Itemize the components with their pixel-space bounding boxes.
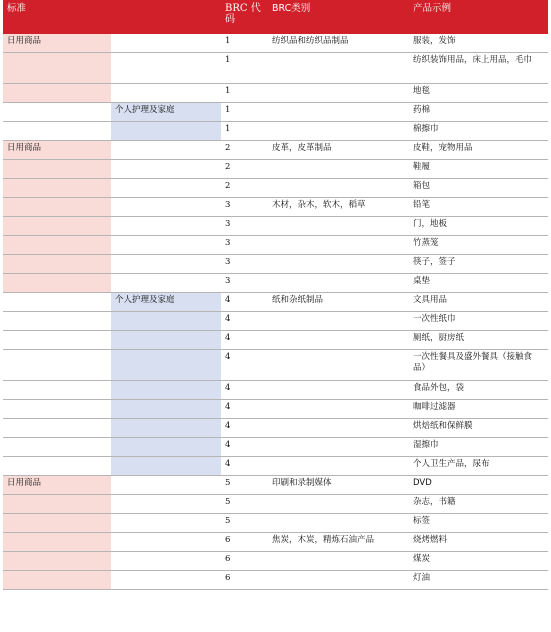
standard-cell xyxy=(3,84,111,103)
standard-cell xyxy=(3,457,111,476)
table-row xyxy=(3,84,548,103)
subcategory-cell xyxy=(111,476,221,495)
table-body xyxy=(3,34,548,590)
table-row xyxy=(3,514,548,533)
standard-cell xyxy=(3,217,111,236)
standard-cell xyxy=(3,331,111,350)
standard-cell: 日用商品 xyxy=(3,141,111,160)
brc-code-cell: 3 xyxy=(221,236,268,255)
brc-category-table xyxy=(3,0,548,590)
brc-code-cell: 6 xyxy=(221,533,268,552)
product-example-cell: 鞋履 xyxy=(409,160,548,179)
standard-cell xyxy=(3,198,111,217)
product-example-cell: 门，地板 xyxy=(409,217,548,236)
header-brc-code: BRC 代码 xyxy=(221,0,268,34)
brc-code-cell: 4 xyxy=(221,419,268,438)
header-row xyxy=(3,0,548,34)
subcategory-cell xyxy=(111,179,221,198)
table-row xyxy=(3,122,548,141)
standard-cell xyxy=(3,122,111,141)
product-example-cell: 服装，发饰 xyxy=(409,34,548,53)
product-example-cell: 一次性餐具及盛外餐具（接触食品） xyxy=(409,350,548,381)
brc-category-cell xyxy=(268,419,409,438)
brc-category-cell xyxy=(268,84,409,103)
subcategory-cell xyxy=(111,312,221,331)
brc-code-cell: 4 xyxy=(221,457,268,476)
product-example-cell: 煤炭 xyxy=(409,552,548,571)
brc-code-cell: 5 xyxy=(221,495,268,514)
product-example-cell: 文具用品 xyxy=(409,293,548,312)
product-example-cell: 皮鞋，宠物用品 xyxy=(409,141,548,160)
table-row xyxy=(3,160,548,179)
standard-cell xyxy=(3,419,111,438)
brc-code-cell: 2 xyxy=(221,160,268,179)
standard-cell xyxy=(3,400,111,419)
subcategory-cell xyxy=(111,122,221,141)
standard-cell xyxy=(3,160,111,179)
product-example-cell: 竹蒸笼 xyxy=(409,236,548,255)
standard-cell xyxy=(3,255,111,274)
product-example-cell: 筷子，签子 xyxy=(409,255,548,274)
brc-code-cell: 4 xyxy=(221,350,268,381)
table-row xyxy=(3,552,548,571)
standard-cell xyxy=(3,179,111,198)
brc-code-cell: 4 xyxy=(221,438,268,457)
subcategory-cell xyxy=(111,438,221,457)
product-example-cell: 咖啡过滤器 xyxy=(409,400,548,419)
table-row xyxy=(3,350,548,381)
brc-category-cell xyxy=(268,495,409,514)
product-example-cell: 灯油 xyxy=(409,571,548,590)
brc-category-cell: 焦炭，木炭，精炼石油产品 xyxy=(268,533,409,552)
header-product-example: 产品示例 xyxy=(409,0,548,34)
table-row xyxy=(3,400,548,419)
subcategory-cell xyxy=(111,552,221,571)
subcategory-cell: 个人护理及家庭 xyxy=(111,293,221,312)
subcategory-cell xyxy=(111,274,221,293)
table-row xyxy=(3,255,548,274)
standard-cell xyxy=(3,533,111,552)
product-example-cell: 杂志，书籍 xyxy=(409,495,548,514)
standard-cell xyxy=(3,103,111,122)
table-row xyxy=(3,274,548,293)
product-example-cell: 地毯 xyxy=(409,84,548,103)
table-row xyxy=(3,381,548,400)
brc-code-cell: 1 xyxy=(221,84,268,103)
brc-category-cell xyxy=(268,274,409,293)
brc-category-cell xyxy=(268,552,409,571)
table-row xyxy=(3,34,548,53)
brc-category-cell xyxy=(268,255,409,274)
product-example-cell: 纺织装饰用品，床上用品，毛巾 xyxy=(409,53,548,84)
subcategory-cell xyxy=(111,141,221,160)
brc-category-cell xyxy=(268,350,409,381)
brc-category-cell xyxy=(268,160,409,179)
subcategory-cell xyxy=(111,350,221,381)
table-row xyxy=(3,179,548,198)
brc-category-cell xyxy=(268,457,409,476)
standard-cell xyxy=(3,312,111,331)
brc-category-cell xyxy=(268,400,409,419)
brc-code-cell: 4 xyxy=(221,331,268,350)
brc-category-cell xyxy=(268,179,409,198)
subcategory-cell xyxy=(111,217,221,236)
standard-cell xyxy=(3,438,111,457)
product-example-cell: 桌垫 xyxy=(409,274,548,293)
brc-category-cell: 皮革，皮革制品 xyxy=(268,141,409,160)
subcategory-cell: 个人护理及家庭 xyxy=(111,103,221,122)
subcategory-cell xyxy=(111,514,221,533)
table-row xyxy=(3,438,548,457)
standard-cell xyxy=(3,381,111,400)
standard-cell xyxy=(3,571,111,590)
standard-cell: 日用商品 xyxy=(3,34,111,53)
subcategory-cell xyxy=(111,457,221,476)
brc-category-cell xyxy=(268,571,409,590)
table-row xyxy=(3,419,548,438)
standard-cell xyxy=(3,236,111,255)
brc-category-cell xyxy=(268,331,409,350)
table-row xyxy=(3,476,548,495)
brc-category-cell: 纺织品和纺织品制品 xyxy=(268,34,409,53)
product-example-cell: 棉擦巾 xyxy=(409,122,548,141)
brc-code-cell: 3 xyxy=(221,217,268,236)
subcategory-cell xyxy=(111,571,221,590)
subcategory-cell xyxy=(111,198,221,217)
brc-category-cell xyxy=(268,312,409,331)
brc-code-cell: 3 xyxy=(221,274,268,293)
subcategory-cell xyxy=(111,34,221,53)
brc-code-cell: 3 xyxy=(221,255,268,274)
brc-category-cell: 木材，杂木，软木，稻草 xyxy=(268,198,409,217)
brc-code-cell: 5 xyxy=(221,476,268,495)
subcategory-cell xyxy=(111,419,221,438)
brc-category-cell xyxy=(268,514,409,533)
subcategory-cell xyxy=(111,381,221,400)
product-example-cell: 食品外包，袋 xyxy=(409,381,548,400)
brc-category-cell xyxy=(268,103,409,122)
brc-category-cell: 纸和杂纸制品 xyxy=(268,293,409,312)
subcategory-cell xyxy=(111,331,221,350)
table-row xyxy=(3,236,548,255)
table-row xyxy=(3,141,548,160)
product-example-cell: 厕纸，厨房纸 xyxy=(409,331,548,350)
subcategory-cell xyxy=(111,495,221,514)
subcategory-cell xyxy=(111,53,221,84)
brc-code-cell: 1 xyxy=(221,53,268,84)
brc-code-cell: 6 xyxy=(221,552,268,571)
brc-code-cell: 6 xyxy=(221,571,268,590)
table-row xyxy=(3,53,548,84)
product-example-cell: 标签 xyxy=(409,514,548,533)
product-example-cell: 箱包 xyxy=(409,179,548,198)
brc-code-cell: 2 xyxy=(221,179,268,198)
brc-code-cell: 5 xyxy=(221,514,268,533)
table-row xyxy=(3,533,548,552)
table-row xyxy=(3,293,548,312)
subcategory-cell xyxy=(111,236,221,255)
standard-cell xyxy=(3,495,111,514)
product-example-cell: 个人卫生产品，尿布 xyxy=(409,457,548,476)
standard-cell xyxy=(3,552,111,571)
header-brc-category: BRC类别 xyxy=(268,0,409,34)
table-row xyxy=(3,457,548,476)
header-blank xyxy=(111,0,221,34)
brc-code-cell: 2 xyxy=(221,141,268,160)
table-row xyxy=(3,571,548,590)
standard-cell: 日用商品 xyxy=(3,476,111,495)
product-example-cell: DVD xyxy=(409,476,548,495)
standard-cell xyxy=(3,293,111,312)
standard-cell xyxy=(3,53,111,84)
table-row xyxy=(3,312,548,331)
brc-category-cell: 印刷和录制媒体 xyxy=(268,476,409,495)
brc-code-cell: 4 xyxy=(221,293,268,312)
product-example-cell: 一次性纸巾 xyxy=(409,312,548,331)
product-example-cell: 烘焙纸和保鲜膜 xyxy=(409,419,548,438)
subcategory-cell xyxy=(111,400,221,419)
table-row xyxy=(3,331,548,350)
brc-category-cell xyxy=(268,438,409,457)
brc-code-cell: 1 xyxy=(221,122,268,141)
product-example-cell: 药棉 xyxy=(409,103,548,122)
product-example-cell: 湿擦巾 xyxy=(409,438,548,457)
header-standard: 标准 xyxy=(3,0,111,34)
subcategory-cell xyxy=(111,160,221,179)
brc-category-cell xyxy=(268,122,409,141)
brc-category-cell xyxy=(268,381,409,400)
standard-cell xyxy=(3,350,111,381)
brc-code-cell: 3 xyxy=(221,198,268,217)
brc-category-cell xyxy=(268,53,409,84)
table-row xyxy=(3,495,548,514)
subcategory-cell xyxy=(111,533,221,552)
brc-code-cell: 4 xyxy=(221,381,268,400)
brc-code-cell: 4 xyxy=(221,312,268,331)
brc-code-cell: 1 xyxy=(221,34,268,53)
product-example-cell: 铅笔 xyxy=(409,198,548,217)
table-row xyxy=(3,198,548,217)
brc-category-cell xyxy=(268,217,409,236)
table-row xyxy=(3,103,548,122)
product-example-cell: 烧烤燃料 xyxy=(409,533,548,552)
subcategory-cell xyxy=(111,84,221,103)
brc-code-cell: 4 xyxy=(221,400,268,419)
subcategory-cell xyxy=(111,255,221,274)
standard-cell xyxy=(3,274,111,293)
table-row xyxy=(3,217,548,236)
brc-code-cell: 1 xyxy=(221,103,268,122)
brc-category-cell xyxy=(268,236,409,255)
standard-cell xyxy=(3,514,111,533)
